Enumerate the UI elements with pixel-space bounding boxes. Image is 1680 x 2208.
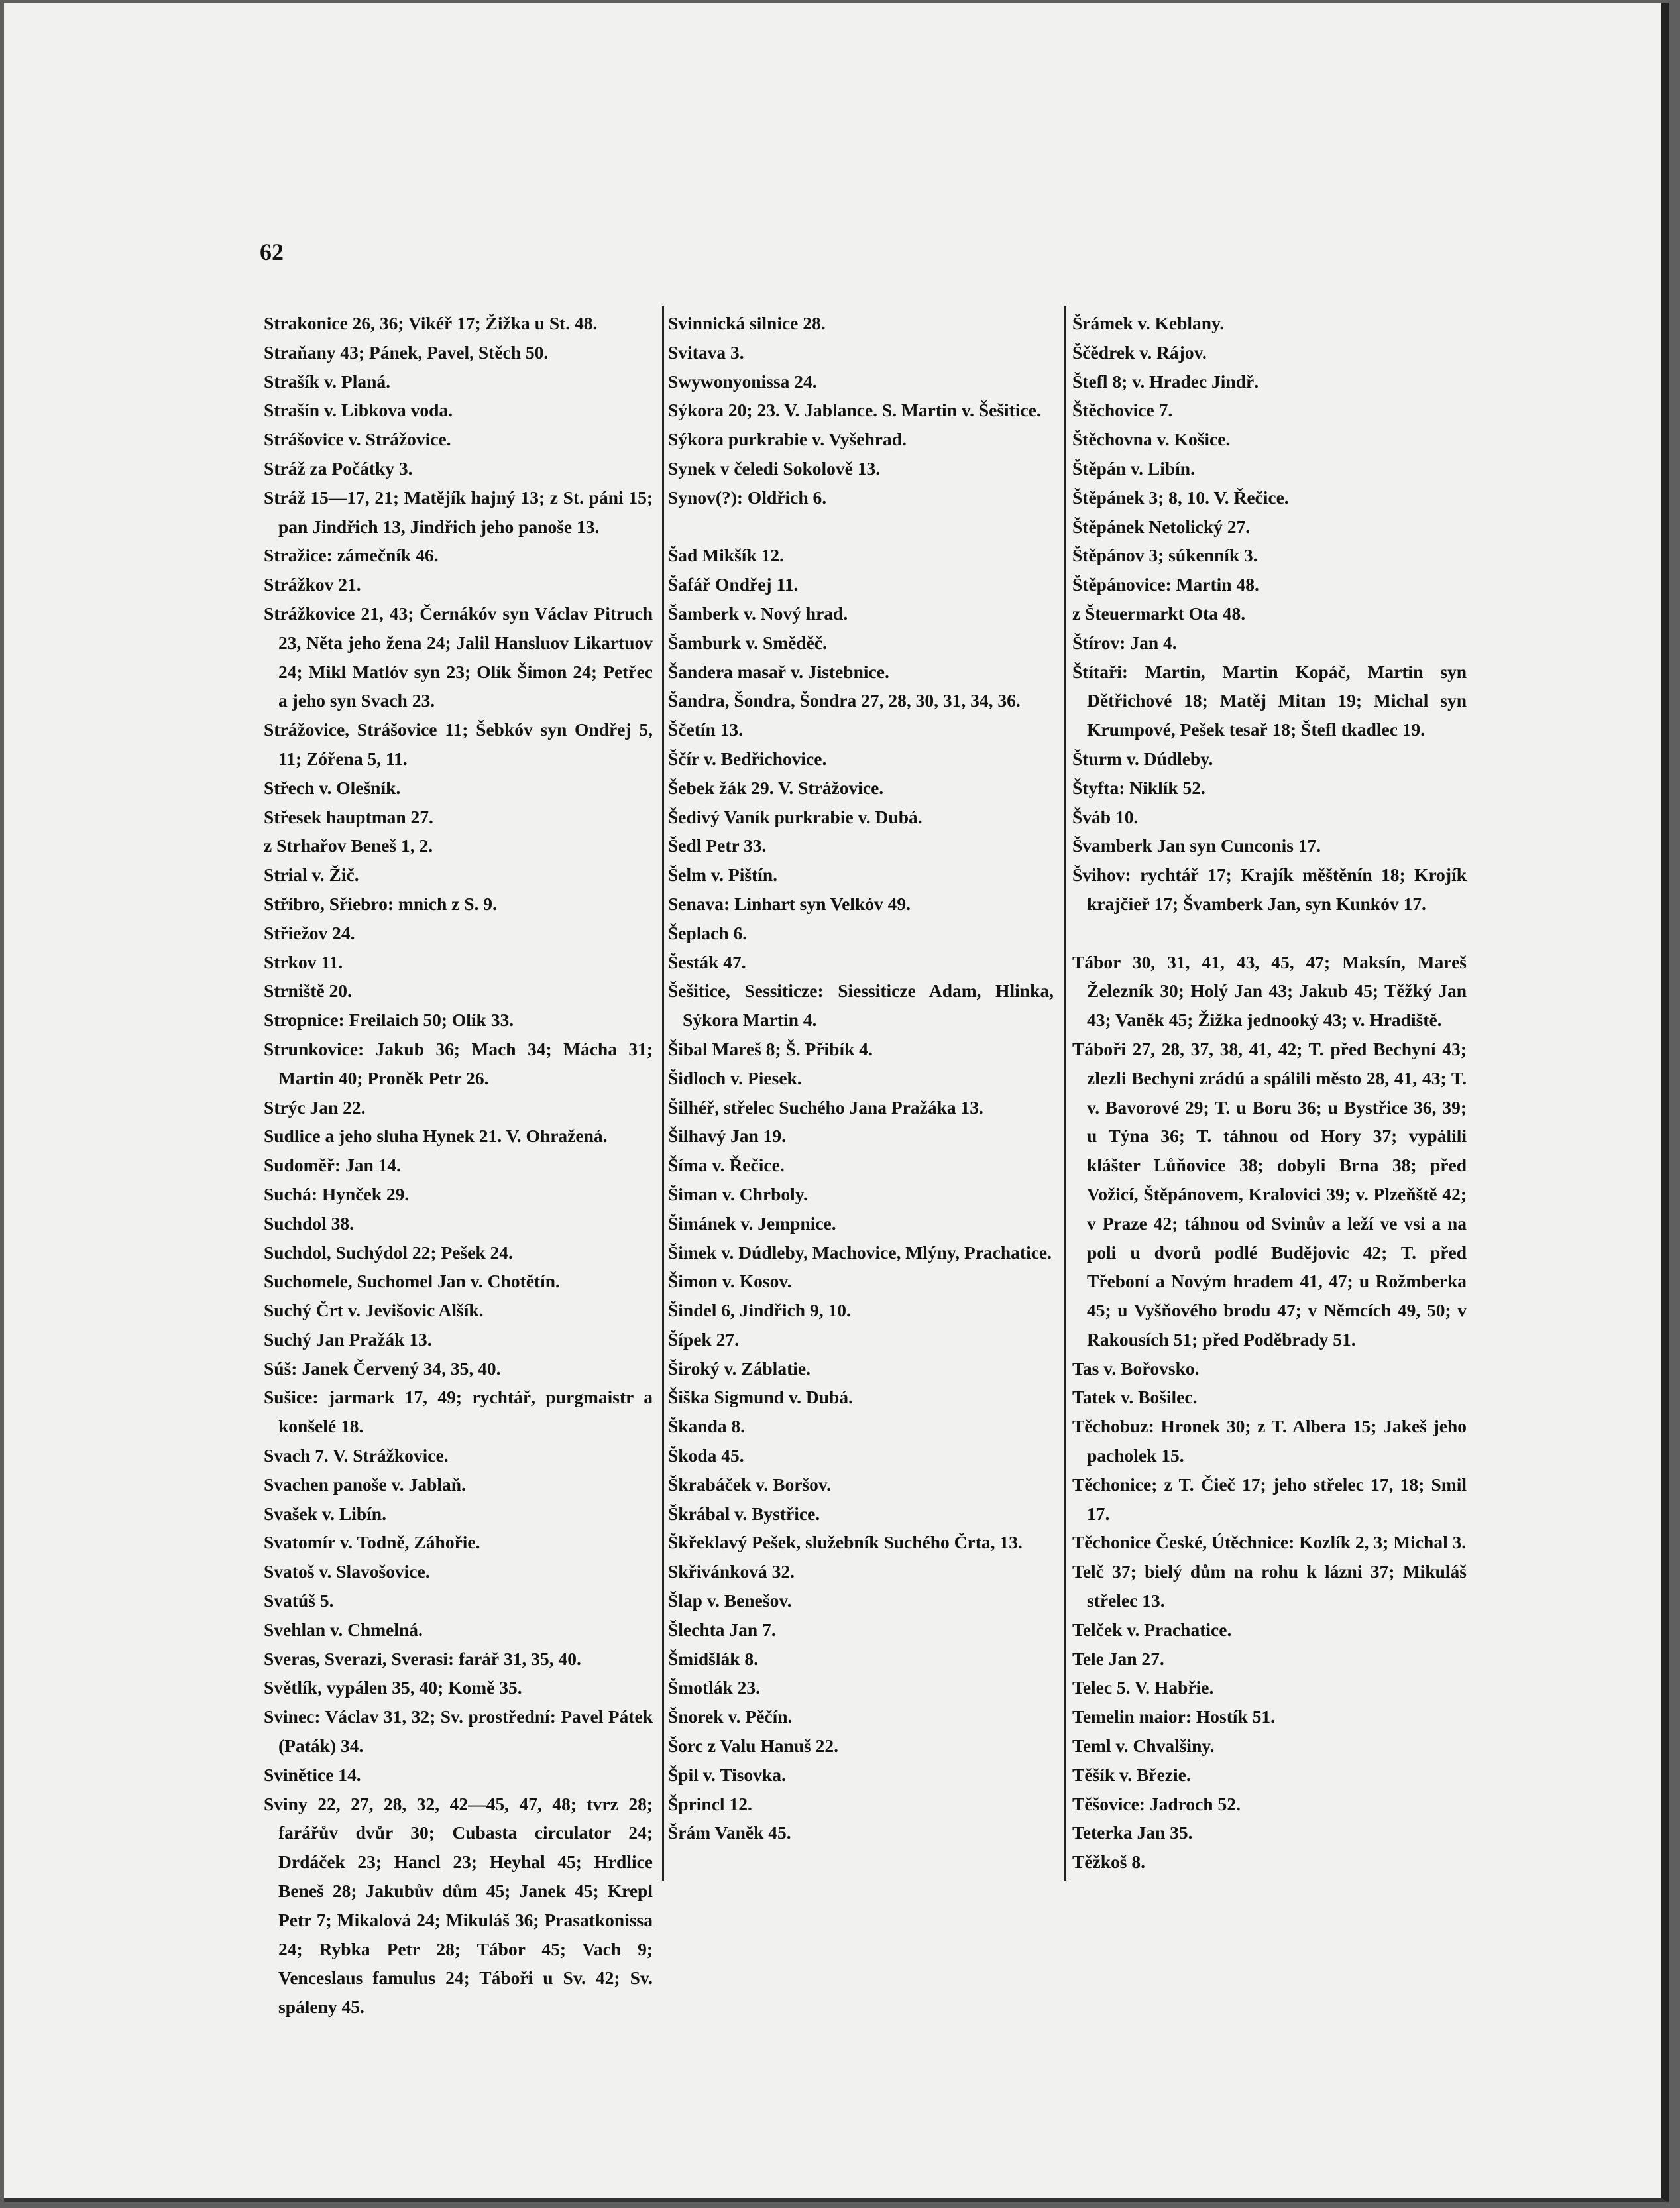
- index-entry: Těžkoš 8.: [1072, 1851, 1145, 1873]
- index-entry: Šlechta Jan 7.: [668, 1619, 776, 1640]
- index-entry: Střech v. Olešník.: [264, 777, 401, 798]
- index-entry: Telček v. Prachatice.: [1072, 1619, 1232, 1640]
- index-entry: Svatoš v. Slavošovice.: [264, 1561, 430, 1582]
- index-entry: Šimon v. Kosov.: [668, 1271, 792, 1292]
- index-entry: Šafář Ondřej 11.: [668, 574, 799, 595]
- index-entry: Svatomír v. Todně, Záhořie.: [264, 1532, 480, 1553]
- index-entry: Táboři 27, 28, 37, 38, 41, 42; T. před Bechyní 43; zlezli Bechyni zrádú a spálili město 28, 41, 43; T. v. Bavorové 29; T. u Boru 36; u Bystřice 36, 39; u Týna 36; T. táhnou od Hory 37; vypálili klášter Lůňovice 38; dobyli Brna 38; před Vožicí, Štěpánovem, Kralovici 39; v. Plzeňště 42; v Praze 42; táhnou od Svinův a leží ve vsi a na poli u dvorů podlé Budějovic 42; T. před Třeboní a Novým hradem 41, 47; u Rožmberka 45; u Vyšňového brodu 47; v Němcích 49, 50; v Rakousích 51; před Poděbrady 51.: [1072, 1038, 1467, 1350]
- index-entry: Strášovice v. Strážovice.: [264, 429, 451, 450]
- index-entry: Strašín v. Libkova voda.: [264, 400, 453, 421]
- index-entry: Tas v. Bořovsko.: [1072, 1358, 1200, 1379]
- index-entry: Šandera masař v. Jistebnice.: [668, 661, 889, 682]
- index-entry: Svachen panoše v. Jablaň.: [264, 1474, 466, 1495]
- index-entry: Strial v. Žič.: [264, 864, 359, 886]
- index-entry: z Šteuermarkt Ota 48.: [1072, 603, 1246, 624]
- index-entry: Stráž 15—17, 21; Matějík hajný 13; z St. páni 15; pan Jindřich 13, Jindřich jeho panoše 13.: [264, 487, 653, 537]
- index-entry: Svinnická silnice 28.: [668, 313, 826, 333]
- index-entry: Suchdol 38.: [264, 1212, 355, 1234]
- index-entry: Šindel 6, Jindřich 9, 10.: [668, 1300, 851, 1321]
- index-entry: Svinětice 14.: [264, 1764, 361, 1785]
- book-page: [4, 3, 1669, 2202]
- index-entry: Šimánek v. Jempnice.: [668, 1212, 836, 1234]
- index-entry: Šturm v. Dúdleby.: [1072, 748, 1213, 769]
- index-entry: Teterka Jan 35.: [1072, 1822, 1193, 1843]
- index-entry: Škanda 8.: [668, 1416, 746, 1437]
- index-entry: Šamburk v. Směděč.: [668, 632, 827, 653]
- index-entry: Těšovice: Jadroch 52.: [1072, 1793, 1241, 1814]
- index-entry: Štěpánek 3; 8, 10. V. Řečice.: [1072, 487, 1289, 508]
- index-entry: Temelin maior: Hostík 51.: [1072, 1706, 1276, 1727]
- index-entry: Široký v. Záblatie.: [668, 1358, 811, 1379]
- index-entry: Škřeklavý Pešek, služebník Suchého Črta, 13.: [668, 1532, 1023, 1553]
- index-entry: Šamberk v. Nový hrad.: [668, 603, 848, 624]
- index-entry: Šešitice, Sessiticze: Siessiticze Adam, Hlinka, Sýkora Martin 4.: [668, 980, 1054, 1031]
- index-entry: Šváb 10.: [1072, 806, 1139, 827]
- index-entry: Stropnice: Freilaich 50; Olík 33.: [264, 1010, 514, 1031]
- index-entry: Střesek hauptman 27.: [264, 806, 433, 827]
- index-entry: Štěpán v. Libín.: [1072, 457, 1195, 479]
- index-entry: Suchý Jan Pražák 13.: [264, 1328, 432, 1350]
- index-entry: Telec 5. V. Habřie.: [1072, 1677, 1214, 1698]
- index-entry: Suchomele, Suchomel Jan v. Chotětín.: [264, 1271, 560, 1292]
- index-entry: Tatek v. Bošilec.: [1072, 1387, 1198, 1408]
- index-entry: Švihov: rychtář 17; Krajík měštěnín 18; Krojík krajčieř 17; Švamberk Jan, syn Kunkóv 17.: [1072, 864, 1467, 914]
- index-entry: Štítaři: Martin, Martin Kopáč, Martin syn Dětřichové 18; Matěj Mitan 19; Michal syn Krumpové, Pešek tesař 18; Štefl tkadlec 19.: [1072, 661, 1467, 740]
- index-entry: Škoda 45.: [668, 1445, 744, 1466]
- index-entry: Těchobuz: Hronek 30; z T. Albera 15; Jakeš jeho pacholek 15.: [1072, 1416, 1467, 1466]
- index-entry: Synov(?): Oldřich 6.: [668, 487, 827, 508]
- index-entry: Šedivý Vaník purkrabie v. Dubá.: [668, 806, 923, 827]
- index-entry: Štěpánovice: Martin 48.: [1072, 574, 1259, 595]
- index-entry: Synek v čeledi Sokolově 13.: [668, 457, 881, 479]
- index-entry: Šípek 27.: [668, 1328, 739, 1350]
- index-column-1: [264, 309, 653, 2022]
- index-entry: Šorc z Valu Hanuš 22.: [668, 1735, 838, 1757]
- index-entry: Svach 7. V. Strážkovice.: [264, 1445, 449, 1466]
- index-entry: Světlík, vypálen 35, 40; Komě 35.: [264, 1677, 522, 1698]
- index-entry: Telč 37; bielý dům na rohu k lázni 37; Mikuláš střelec 13.: [1072, 1561, 1467, 1611]
- index-entry: Šmotlák 23.: [668, 1677, 761, 1698]
- index-entry: Štyfta: Niklík 52.: [1072, 777, 1205, 798]
- index-entry: Šiška Sigmund v. Dubá.: [668, 1387, 853, 1408]
- index-entry: Šmidšlák 8.: [668, 1648, 759, 1669]
- index-entry: Těchonice České, Útěchnice: Kozlík 2, 3; Michal 3.: [1072, 1532, 1467, 1553]
- index-entry: Teml v. Chvalšiny.: [1072, 1735, 1215, 1757]
- index-entry: Stráž za Počátky 3.: [264, 457, 413, 479]
- index-column-2: [668, 309, 1054, 1847]
- index-entry: Štefl 8; v. Hradec Jindř.: [1072, 371, 1259, 392]
- index-entry: Špil v. Tisovka.: [668, 1764, 786, 1785]
- index-entry: Straňany 43; Pánek, Pavel, Stěch 50.: [264, 341, 549, 363]
- index-entry: Ščědrek v. Rájov.: [1072, 341, 1207, 363]
- index-entry: Šandra, Šondra, Šondra 27, 28, 30, 31, 34, 36.: [668, 690, 1021, 711]
- page-number: 62: [260, 239, 284, 265]
- index-entry: Šprincl 12.: [668, 1793, 752, 1814]
- index-entry: Suchdol, Suchýdol 22; Pešek 24.: [264, 1242, 513, 1263]
- index-entry: Svehlan v. Chmelná.: [264, 1619, 423, 1640]
- index-entry: Svatúš 5.: [264, 1590, 334, 1611]
- index-entry: Sušice: jarmark 17, 49; rychtář, purgmaistr a konšelé 18.: [264, 1387, 653, 1437]
- index-entry: Šlap v. Benešov.: [668, 1590, 792, 1611]
- index-entry: Súš: Janek Červený 34, 35, 40.: [264, 1358, 501, 1379]
- index-entry: Škrabáček v. Boršov.: [668, 1474, 832, 1495]
- index-entry: Štěchovice 7.: [1072, 400, 1173, 421]
- index-entry: Šiman v. Chrboly.: [668, 1183, 808, 1204]
- index-entry: Swywonyonissa 24.: [668, 371, 817, 392]
- index-entry: Strunkovice: Jakub 36; Mach 34; Mácha 31; Martin 40; Proněk Petr 26.: [264, 1038, 653, 1088]
- index-entry: Šelm v. Pištín.: [668, 864, 778, 886]
- index-entry: Šilhéř, střelec Suchého Jana Pražáka 13.: [668, 1096, 983, 1118]
- index-entry: Strážkovice 21, 43; Černákóv syn Václav Pitruch 23, Něta jeho žena 24; Jalil Hansluov Likartuov 24; Mikl Matlóv syn 23; Olík Šimon 24; Petřec a jeho syn Svach 23.: [264, 603, 653, 711]
- index-entry: Strýc Jan 22.: [264, 1096, 366, 1118]
- index-entry: Ščetín 13.: [668, 719, 744, 740]
- index-entry: Strašík v. Planá.: [264, 371, 391, 392]
- index-entry: Štěpánek Netolický 27.: [1072, 516, 1251, 537]
- index-entry: Skřivánková 32.: [668, 1561, 795, 1582]
- index-entry: Štěchovna v. Košice.: [1072, 429, 1231, 450]
- index-entry: Šíma v. Řečice.: [668, 1155, 785, 1176]
- column-divider: [1064, 306, 1066, 1881]
- index-entry: Stříbro, Sřiebro: mnich z S. 9.: [264, 893, 497, 914]
- index-entry: Šad Mikšík 12.: [668, 545, 784, 566]
- index-entry: Štírov: Jan 4.: [1072, 632, 1177, 653]
- index-entry: Těchonice; z T. Čieč 17; jeho střelec 17, 18; Smil 17.: [1072, 1474, 1467, 1524]
- index-entry: Šimek v. Dúdleby, Machovice, Mlýny, Prachatice.: [668, 1242, 1052, 1263]
- index-column-3: [1072, 309, 1467, 1877]
- index-entry: z Strhařov Beneš 1, 2.: [264, 835, 433, 856]
- index-entry: Šnorek v. Pěčín.: [668, 1706, 793, 1727]
- index-entry: Šesták 47.: [668, 951, 746, 972]
- index-entry: Tábor 30, 31, 41, 43, 45, 47; Maksín, Mareš Železník 30; Holý Jan 43; Jakub 45; Těžký Jan 43; Vaněk 45; Žižka jednooký 43; v. Hradiště.: [1072, 951, 1467, 1031]
- column-divider: [662, 306, 664, 1881]
- index-entry: Šeplach 6.: [668, 922, 748, 943]
- index-entry: Suchá: Hynček 29.: [264, 1183, 410, 1204]
- index-entry: Šidloch v. Piesek.: [668, 1067, 802, 1088]
- index-entry: Sudoměř: Jan 14.: [264, 1155, 402, 1176]
- index-entry: Senava: Linhart syn Velkóv 49.: [668, 893, 911, 914]
- index-entry: Strážkov 21.: [264, 574, 361, 595]
- index-entry: Sveras, Sverazi, Sverasi: farář 31, 35, 40.: [264, 1648, 581, 1669]
- index-entry: Sýkora 20; 23. V. Jablance. S. Martin v. Šešitice.: [668, 400, 1041, 421]
- index-entry: Svinec: Václav 31, 32; Sv. prostřední: Pavel Pátek (Paták) 34.: [264, 1706, 653, 1757]
- index-entry: Štěpánov 3; súkenník 3.: [1072, 545, 1258, 566]
- index-entry: Tele Jan 27.: [1072, 1648, 1164, 1669]
- index-entry: Šibal Mareš 8; Š. Přibík 4.: [668, 1038, 873, 1059]
- index-entry: Svašek v. Libín.: [264, 1503, 386, 1524]
- index-entry: Škrábal v. Bystřice.: [668, 1503, 820, 1524]
- index-entry: Šebek žák 29. V. Strážovice.: [668, 777, 884, 798]
- index-entry: Těšík v. Březie.: [1072, 1764, 1191, 1785]
- index-entry: Strážovice, Strášovice 11; Šebkóv syn Ondřej 5, 11; Zóřena 5, 11.: [264, 719, 653, 769]
- index-entry: Svitava 3.: [668, 341, 744, 363]
- index-entry: Strniště 20.: [264, 980, 352, 1002]
- index-entry: Ščír v. Bedřichovice.: [668, 748, 827, 769]
- index-entry: Střiežov 24.: [264, 922, 355, 943]
- index-entry: Suchý Črt v. Jevišovic Alšík.: [264, 1300, 484, 1321]
- index-entry: Strkov 11.: [264, 951, 343, 972]
- index-entry: Šrám Vaněk 45.: [668, 1822, 791, 1843]
- index-entry: Šrámek v. Keblany.: [1072, 313, 1225, 333]
- index-entry: Šedl Petr 33.: [668, 835, 767, 856]
- index-entry: Šilhavý Jan 19.: [668, 1126, 787, 1147]
- index-entry: Strakonice 26, 36; Vikéř 17; Žižka u St. 48.: [264, 313, 598, 333]
- index-entry: Sýkora purkrabie v. Vyšehrad.: [668, 429, 907, 450]
- index-entry: Švamberk Jan syn Cunconis 17.: [1072, 835, 1321, 856]
- index-entry: Sviny 22, 27, 28, 32, 42—45, 47, 48; tvrz 28; farářův dvůr 30; Cubasta circulator 24; Drdáček 23; Hancl 23; Heyhal 45; Hrdlice Beneš 28; Jakubův dům 45; Janek 45; Krepl Petr 7; Mikalová 24; Mikuláš 36; Prasatkonissa 24; Rybka Petr 28; Tábor 45; Vach 9; Venceslaus famulus 24; Táboři u Sv. 42; Sv. spáleny 45.: [264, 1793, 653, 2018]
- index-entry: Stražice: zámečník 46.: [264, 545, 439, 566]
- index-entry: Sudlice a jeho sluha Hynek 21. V. Ohražená.: [264, 1126, 608, 1147]
